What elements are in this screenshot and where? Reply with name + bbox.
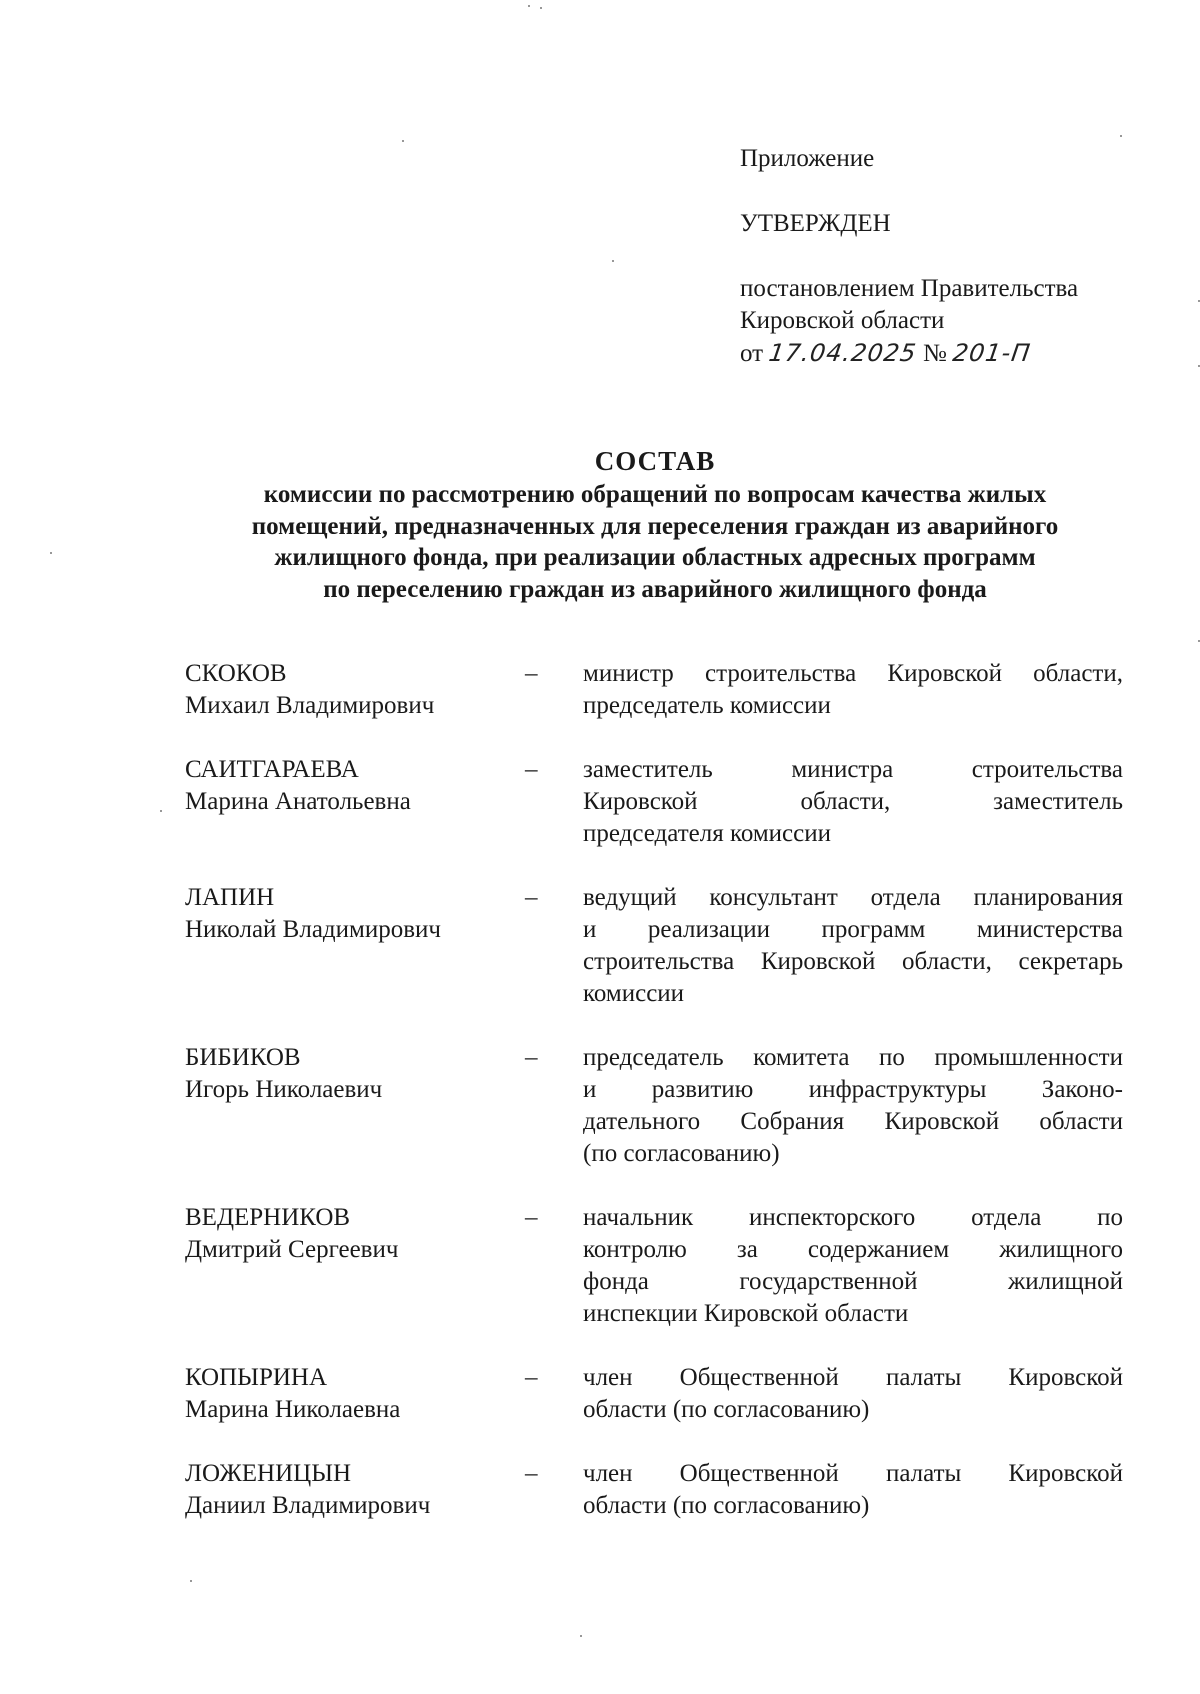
member-given-names: Марина Николаевна — [185, 1396, 401, 1423]
approved-label: УТВЕРЖДЕН — [740, 210, 891, 237]
member-name — [185, 658, 525, 722]
scan-speck — [190, 1580, 192, 1582]
member-surname: ЛОЖЕНИЦЫН — [185, 1460, 352, 1487]
member-given-names: Даниил Владимирович — [185, 1492, 431, 1519]
member-role — [583, 1458, 1123, 1522]
role-line: Кировской области, заместитель — [583, 788, 1123, 815]
role-line: член Общественной палаты Кировской — [583, 1460, 1123, 1487]
member-row — [185, 882, 1125, 1010]
handwritten-date: 17.04.2025 — [767, 339, 919, 367]
role-line: ведущий консультант отдела планирования — [583, 884, 1123, 911]
member-dash: – — [525, 756, 538, 783]
member-given-names: Николай Владимирович — [185, 916, 441, 943]
scan-speck — [612, 260, 614, 262]
role-line: и развитию инфраструктуры Законо- — [583, 1076, 1123, 1103]
member-dash: – — [525, 1460, 538, 1487]
subtitle-line: жилищного фонда, при реализации областных адресных программ — [274, 544, 1036, 571]
decree-date-line — [740, 337, 1160, 370]
member-row — [185, 1458, 1125, 1522]
handwritten-number: 201-П — [951, 339, 1033, 367]
member-row — [185, 658, 1125, 722]
scan-speck — [528, 5, 530, 7]
title-subtitle — [160, 479, 1150, 605]
decree-line-1: постановлением Правительства — [740, 275, 1079, 302]
member-dash: – — [525, 660, 538, 687]
member-name — [185, 882, 525, 946]
member-surname: СКОКОВ — [185, 660, 287, 687]
member-role — [583, 882, 1123, 1010]
member-row — [185, 1362, 1125, 1426]
member-row — [185, 1202, 1125, 1330]
role-line: дательного Собрания Кировской области — [583, 1108, 1123, 1135]
member-role — [583, 1362, 1123, 1426]
member-name — [185, 1202, 525, 1266]
role-line: заместитель министра строительства — [583, 756, 1123, 783]
document-title — [160, 443, 1150, 605]
subtitle-line: помещений, предназначенных для переселения граждан из аварийного — [251, 512, 1059, 540]
member-name — [185, 1042, 525, 1106]
role-line: и реализации программ министерства — [583, 916, 1123, 943]
number-sign: № — [923, 340, 947, 367]
role-line: области (по согласованию) — [583, 1396, 870, 1423]
member-given-names: Игорь Николаевич — [185, 1076, 383, 1103]
role-line: председателя комиссии — [583, 820, 831, 847]
member-dash: – — [525, 1044, 538, 1071]
member-given-names: Марина Анатольевна — [185, 788, 411, 815]
commission-members-list — [185, 658, 1125, 1522]
member-role — [583, 754, 1123, 850]
member-row — [185, 1042, 1125, 1170]
member-row — [185, 754, 1125, 850]
member-surname: БИБИКОВ — [185, 1044, 301, 1071]
member-role — [583, 1202, 1123, 1330]
scan-speck — [160, 810, 162, 812]
role-line: член Общественной палаты Кировской — [583, 1364, 1123, 1391]
appendix-label: Приложение — [740, 145, 875, 172]
member-name — [185, 754, 525, 818]
scan-speck — [402, 140, 404, 142]
member-given-names: Дмитрий Сергеевич — [185, 1236, 399, 1263]
role-line: комиссии — [583, 980, 685, 1007]
scan-speck — [540, 7, 542, 9]
scan-speck — [580, 1635, 582, 1637]
role-line: фонда государственной жилищной — [583, 1268, 1123, 1295]
member-surname: ЛАПИН — [185, 884, 275, 911]
member-surname: САИТГАРАЕВА — [185, 756, 359, 783]
decree-line-2: Кировской области — [740, 307, 945, 334]
member-role — [583, 1042, 1123, 1170]
role-line: председатель комиссии — [583, 692, 831, 719]
role-line: (по согласованию) — [583, 1140, 780, 1167]
subtitle-line: по переселению граждан из аварийного жилищного фонда — [323, 575, 987, 603]
role-line: начальник инспекторского отдела по — [583, 1204, 1123, 1231]
member-name — [185, 1458, 525, 1522]
member-name — [185, 1362, 525, 1426]
scan-speck — [50, 552, 52, 554]
scan-speck — [1120, 135, 1122, 137]
member-role — [583, 658, 1123, 722]
date-prefix: от — [740, 340, 764, 367]
member-dash: – — [525, 884, 538, 911]
member-surname: КОПЫРИНА — [185, 1364, 328, 1391]
member-dash: – — [525, 1204, 538, 1231]
approval-header — [740, 143, 1160, 370]
member-given-names: Михаил Владимирович — [185, 692, 435, 719]
role-line: министр строительства Кировской области, — [583, 660, 1123, 687]
role-line: области (по согласованию) — [583, 1492, 870, 1519]
member-dash: – — [525, 1364, 538, 1391]
role-line: контролю за содержанием жилищного — [583, 1236, 1123, 1263]
role-line: строительства Кировской области, секретарь — [583, 948, 1123, 975]
role-line: инспекции Кировской области — [583, 1300, 909, 1327]
title-main: СОСТАВ — [594, 446, 716, 476]
member-surname: ВЕДЕРНИКОВ — [185, 1204, 351, 1231]
role-line: председатель комитета по промышленности — [583, 1044, 1123, 1071]
subtitle-line: комиссии по рассмотрению обращений по вопросам качества жилых — [263, 481, 1047, 508]
